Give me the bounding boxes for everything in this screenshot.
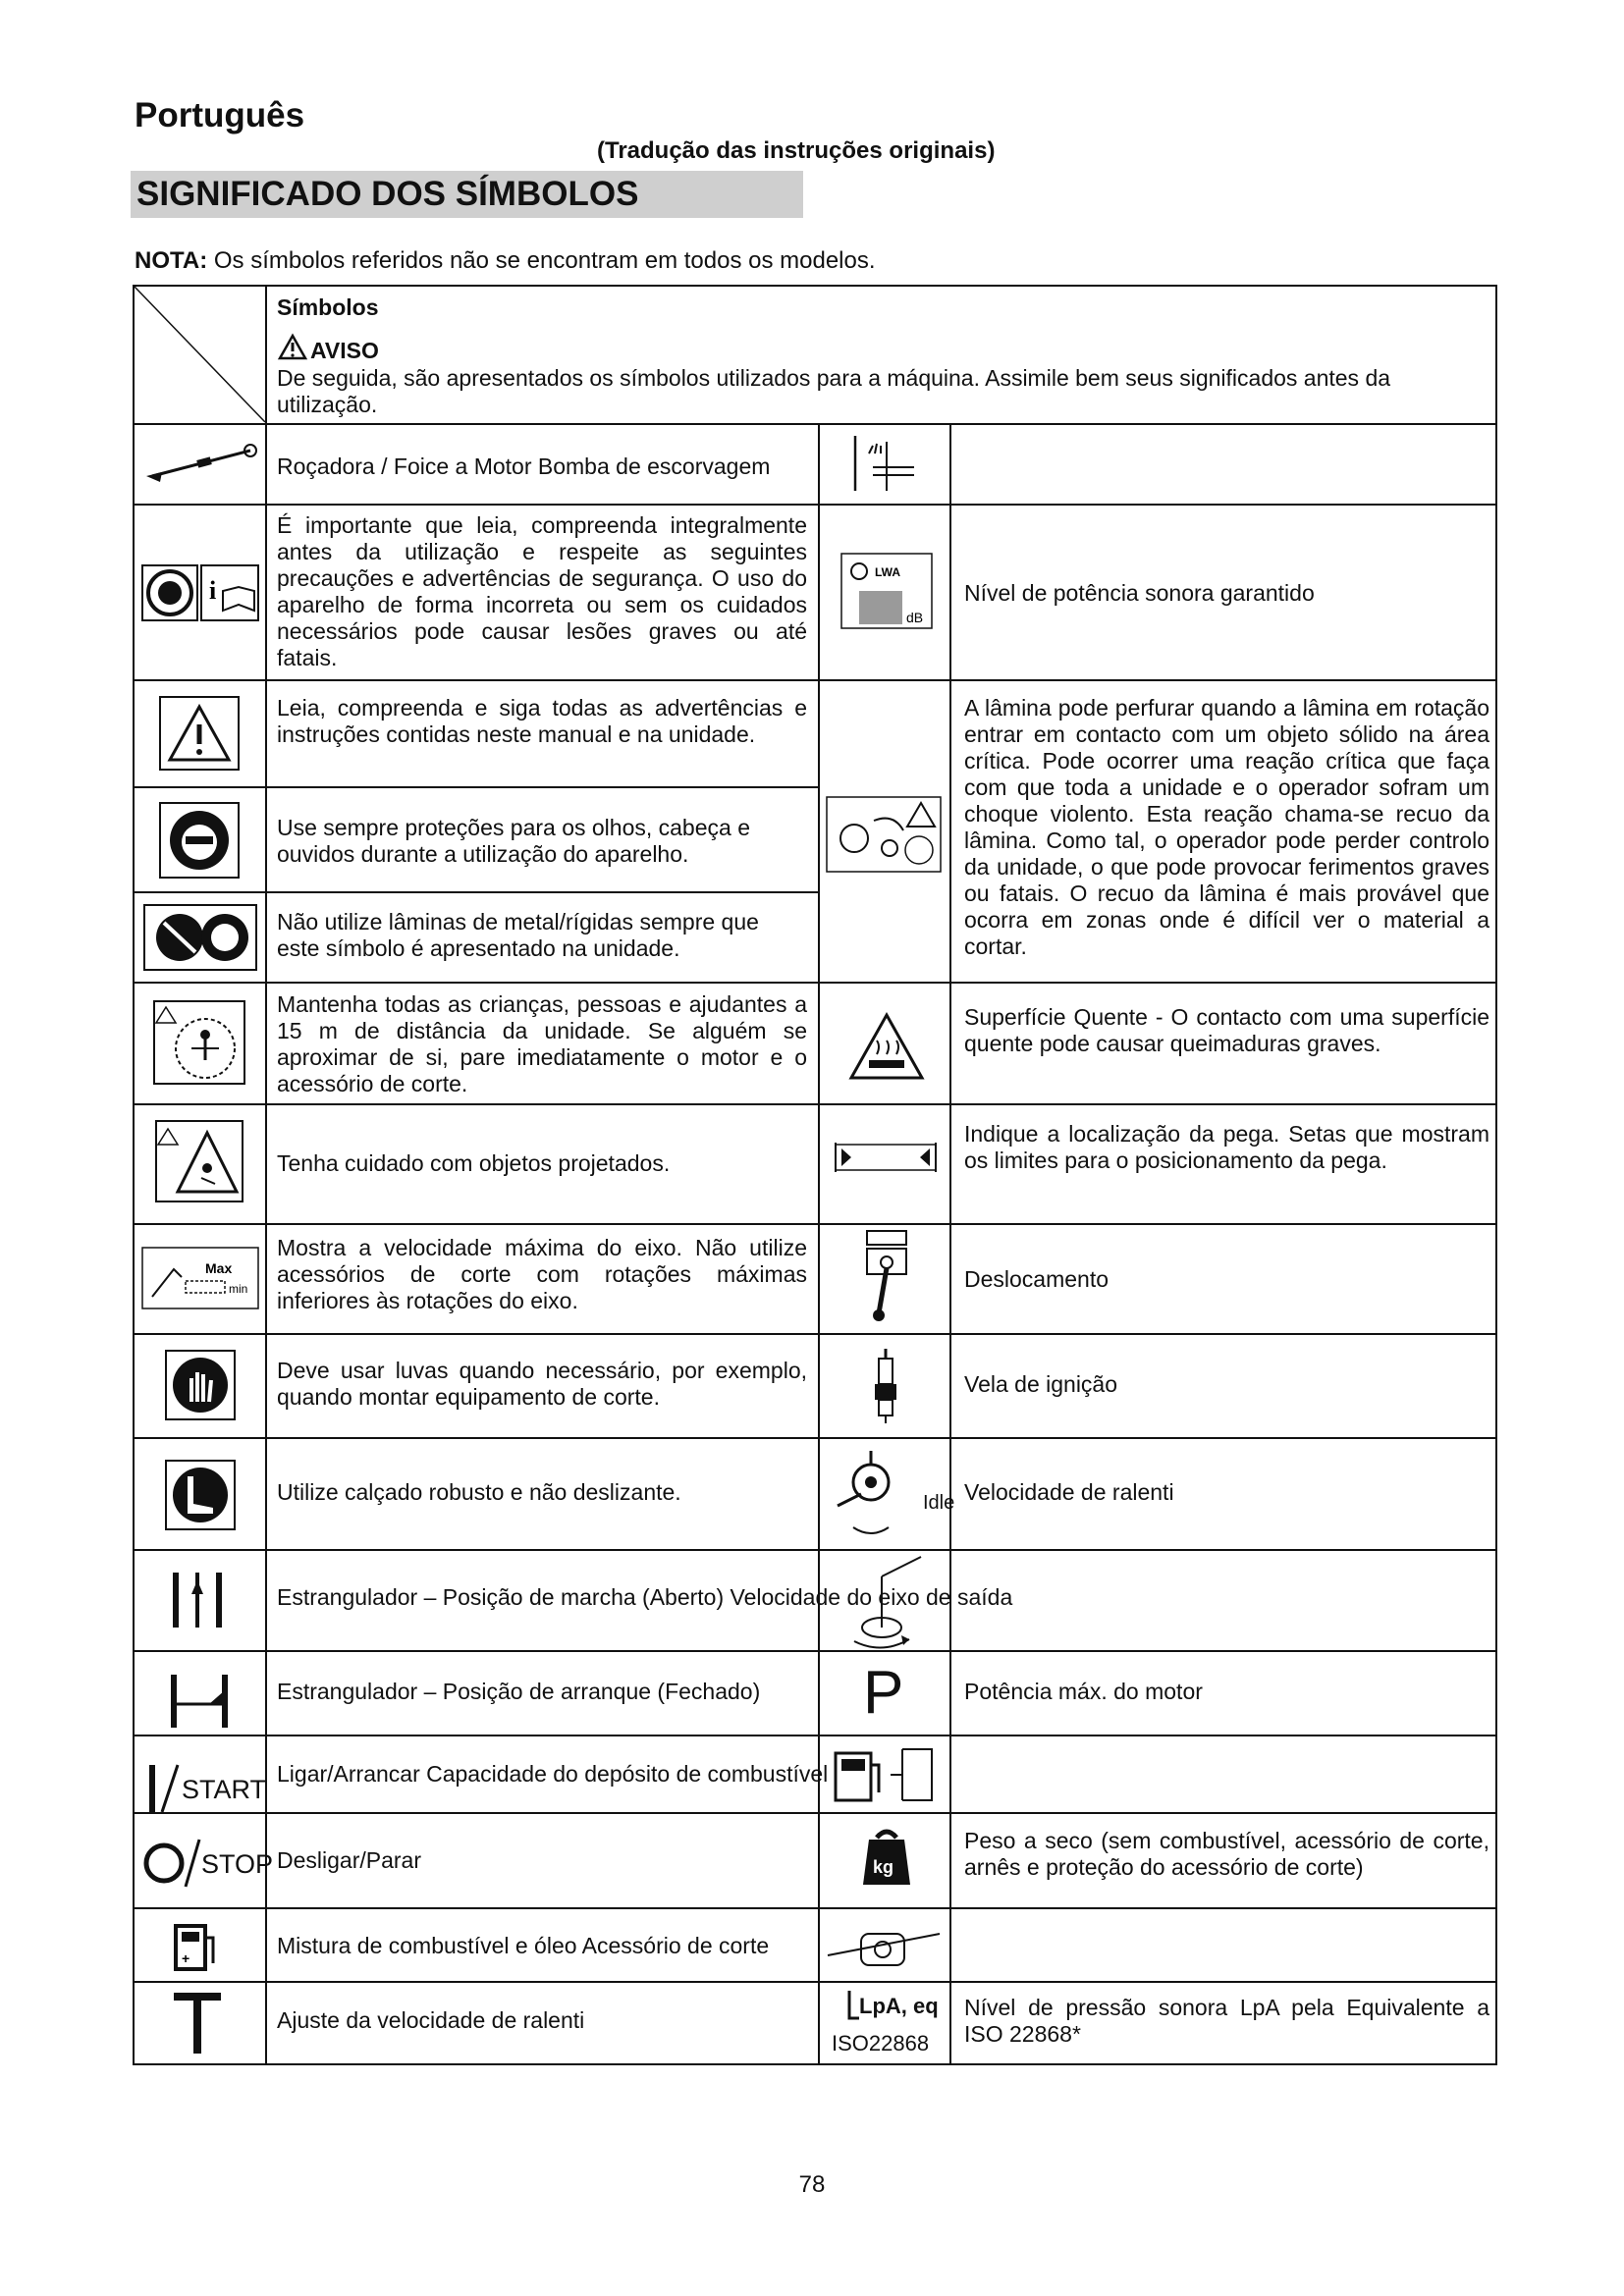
handle-position-icon xyxy=(832,1141,940,1174)
idle-speed-icon xyxy=(828,1443,916,1541)
section-title: SIGNIFICADO DOS SÍMBOLOS xyxy=(131,171,803,218)
lwa-text: LWA xyxy=(875,565,900,579)
kg-text: kg xyxy=(873,1857,894,1877)
row7-left-text: Tenha cuidado com objetos projetados. xyxy=(277,1150,671,1176)
choke-open-icon xyxy=(168,1569,227,1629)
no-metal-blade-icon xyxy=(142,903,258,972)
row11-left-text: Estrangulador – Posição de marcha (Aberto) Velocidade do eixo de saída xyxy=(277,1584,1013,1610)
row6-right-text: Superfície Quente - O contacto com uma superfície quente pode causar queimaduras graves. xyxy=(964,1004,1489,1056)
max-power-symbol: P xyxy=(863,1659,904,1727)
note-text: Os símbolos referidos não se encontram em todos os modelos. xyxy=(213,247,876,274)
row7-right-text: Indique a localização da pega. Setas que mostram os limites para o posicionamento da pega. xyxy=(964,1121,1489,1173)
warning-label: AVISO xyxy=(310,338,379,363)
read-manual-icon xyxy=(140,561,262,622)
row3-left-text: Leia, compreenda e siga todas as advertências e instruções contidas neste manual e na unidade. xyxy=(277,695,807,747)
row12-right-text: Potência máx. do motor xyxy=(964,1679,1203,1704)
stop-label: STOP xyxy=(201,1849,274,1879)
displacement-icon xyxy=(857,1227,916,1325)
idle-adjust-icon xyxy=(170,1991,225,2056)
thrown-objects-icon xyxy=(154,1119,244,1203)
max-text: Max xyxy=(205,1260,233,1276)
fuel-oil-mix-icon xyxy=(172,1922,221,1973)
warning-text: De seguida, são apresentados os símbolos utilizados para a máquina. Assimile bem seus significados antes da utilização. xyxy=(277,365,1391,417)
blade-kickback-icon xyxy=(825,795,943,874)
output-shaft-speed-icon xyxy=(825,1553,943,1651)
spark-plug-icon xyxy=(869,1347,902,1425)
row6-left-text: Mantenha todas as crianças, pessoas e ajudantes a 15 m de distância da unidade. Se alguém se aproximar de si, pare imediatamente o motor e o acessório de corte. xyxy=(277,991,807,1096)
row8-right-text: Deslocamento xyxy=(964,1266,1110,1292)
head-protection-icon xyxy=(158,801,241,880)
hot-surface-icon xyxy=(847,1011,926,1082)
row15-left-text: Mistura de combustível e óleo Acessório de corte xyxy=(277,1933,770,1958)
language-heading: Português xyxy=(135,96,305,134)
primer-bulb-icon xyxy=(847,432,926,495)
symbols-table xyxy=(133,285,1497,2065)
diagonal-corner-icon xyxy=(133,285,266,423)
start-label: START xyxy=(182,1775,267,1804)
max-speed-icon xyxy=(140,1242,260,1314)
page-number: 78 xyxy=(798,2171,826,2198)
gloves-icon xyxy=(164,1349,237,1421)
row10-right-text: Velocidade de ralenti xyxy=(964,1479,1174,1505)
trimmer-icon xyxy=(140,439,260,488)
row9-left-text: Deve usar luvas quando necessário, por exemplo, quando montar equipamento de corte. xyxy=(277,1358,807,1410)
dry-weight-icon xyxy=(861,1824,912,1889)
idle-label: Idle xyxy=(923,1492,955,1514)
fuel-tank-capacity-icon xyxy=(832,1743,940,1804)
note-label: NOTA: xyxy=(135,247,208,274)
row2-right-text: Nível de potência sonora garantido xyxy=(964,580,1315,606)
row16-left-text: Ajuste da velocidade de ralenti xyxy=(277,2007,585,2033)
lpa-label: LpA, eq xyxy=(859,1994,939,2018)
db-text: dB xyxy=(906,610,924,625)
kickback-text: A lâmina pode perfurar quando a lâmina em rotação entrar em contacto com um objeto sólido na área crítica. Pode ocorrer uma reação crítica que faça com que toda a unidade e o operador sofram um choque violento. Esta reação chama-se recuo da lâmina. Como tal, o operador pode perder controlo da unidade, o que pode provocar ferimentos graves ou fatais. O recuo da lâmina é mais provável que ocorra em zonas onde é difícil ver o material a cortar. xyxy=(964,695,1489,959)
row14-right-text: Peso a seco (sem combustível, acessório de corte, arnês e proteção do acessório de corte) xyxy=(964,1828,1489,1880)
iso-label: ISO22868 xyxy=(832,2031,930,2056)
note-line xyxy=(135,247,876,275)
cutting-attachment-icon xyxy=(820,1916,947,1973)
svg-text:+: + xyxy=(182,1950,190,1966)
stop-switch-icon xyxy=(142,1834,201,1893)
row16-right-text: Nível de pressão sonora LpA pela Equivalente a ISO 22868* xyxy=(964,1995,1489,2047)
choke-closed-icon xyxy=(168,1671,231,1730)
warning-triangle-icon xyxy=(278,334,307,360)
row12-left-text: Estrangulador – Posição de arranque (Fechado) xyxy=(277,1679,761,1704)
boots-icon xyxy=(164,1459,237,1531)
row13-left-text: Ligar/Arrancar Capacidade do depósito de combustível xyxy=(277,1761,829,1787)
start-switch-icon xyxy=(146,1757,182,1816)
warning-icon xyxy=(158,695,241,772)
row10-left-text: Utilize calçado robusto e não deslizante. xyxy=(277,1479,681,1505)
row14-left-text: Desligar/Parar xyxy=(277,1847,421,1873)
symbols-heading: Símbolos xyxy=(277,294,379,320)
translation-subtitle: (Tradução das instruções originais) xyxy=(597,137,996,164)
sound-power-icon xyxy=(839,552,938,630)
row8-left-text: Mostra a velocidade máxima do eixo. Não utilize acessórios de corte com rotações máximas inferiores às rotações do eixo. xyxy=(277,1235,807,1313)
min-text: min xyxy=(229,1282,248,1296)
svg-text:i: i xyxy=(209,576,217,605)
row2-left-text: É importante que leia, compreenda integralmente antes da utilização e respeite as seguintes precauções e advertências de segurança. O uso do aparelho de forma incorreta ou sem os cuidados necessários pode causar lesões graves ou até fatais. xyxy=(277,512,807,670)
row4-left-text: Use sempre proteções para os olhos, cabeça e ouvidos durante a utilização do aparelho. xyxy=(277,815,750,867)
keep-distance-icon xyxy=(152,999,246,1086)
row9-right-text: Vela de ignição xyxy=(964,1371,1118,1397)
row1-left-text: Roçadora / Foice a Motor Bomba de escorvagem xyxy=(277,454,771,479)
row5-left-text: Não utilize lâminas de metal/rígidas sempre que este símbolo é apresentado na unidade. xyxy=(277,909,759,961)
